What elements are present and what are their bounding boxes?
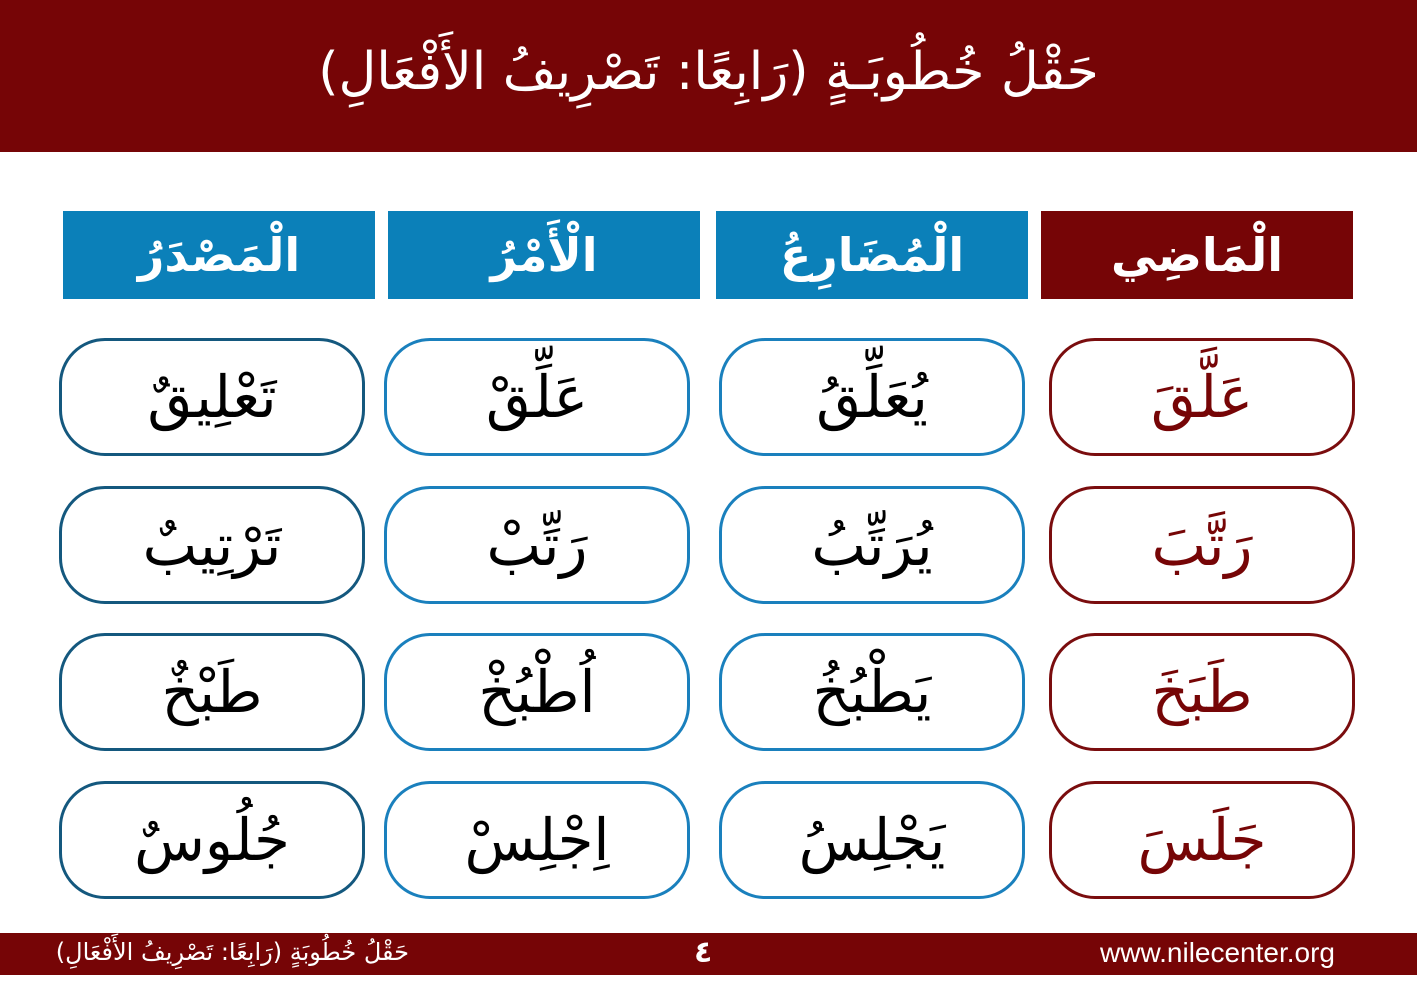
cell-present-3: يَطْبُخُ	[719, 633, 1025, 751]
header-masdar: الْمَصْدَرُ	[63, 211, 375, 299]
page-number: ٤	[694, 935, 713, 970]
cell-present-2: يُرَتِّبُ	[719, 486, 1025, 604]
footer-bar	[0, 933, 1417, 975]
cell-masdar-2: تَرْتِيبٌ	[59, 486, 365, 604]
title-banner	[0, 0, 1417, 152]
header-present: الْمُضَارِعُ	[716, 211, 1028, 299]
cell-imperative-1: عَلِّقْ	[384, 338, 690, 456]
cell-past-2: رَتَّبَ	[1049, 486, 1355, 604]
cell-present-1: يُعَلِّقُ	[719, 338, 1025, 456]
header-imperative: الْأَمْرُ	[388, 211, 700, 299]
footer-title: حَقْلُ خُطُوبَةٍ (رَابِعًا: تَصْرِيفُ الأَفْعَالِ)	[55, 938, 409, 966]
footer-url: www.nilecenter.org	[1100, 937, 1336, 968]
cell-present-4: يَجْلِسُ	[719, 781, 1025, 899]
cell-imperative-2: رَتِّبْ	[384, 486, 690, 604]
header-past: الْمَاضِي	[1041, 211, 1353, 299]
cell-past-4: جَلَسَ	[1049, 781, 1355, 899]
page-title: حَقْلُ خُطُوبَـةٍ (رَابِعًا: تَصْرِيفُ الأَفْعَالِ)	[318, 42, 1099, 102]
cell-masdar-4: جُلُوسٌ	[59, 781, 365, 899]
cell-past-1: عَلَّقَ	[1049, 338, 1355, 456]
cell-masdar-1: تَعْلِيقٌ	[59, 338, 365, 456]
cell-imperative-3: اُطْبُخْ	[384, 633, 690, 751]
cell-imperative-4: اِجْلِسْ	[384, 781, 690, 899]
cell-masdar-3: طَبْخٌ	[59, 633, 365, 751]
cell-past-3: طَبَخَ	[1049, 633, 1355, 751]
